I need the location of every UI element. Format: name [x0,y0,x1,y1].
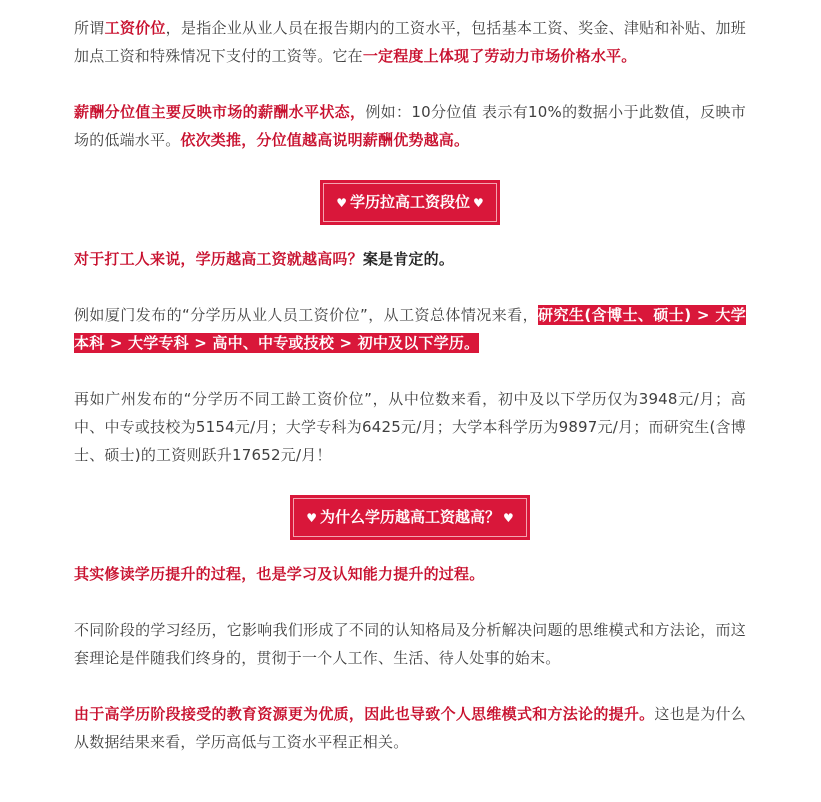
section-heading-label [290,495,530,540]
paragraph-cognition [74,616,746,672]
highlight-text: 一定程度上体现了劳动力市场价格水平。 [362,47,637,65]
paragraph-learning [74,560,746,588]
section-heading-2 [74,495,746,540]
paragraph-question [74,245,746,273]
highlight-text: 依次类推，分位值越高说明薪酬优势越高。 [180,131,470,149]
heart-icon: ♥ [503,511,514,525]
highlight-text: 工资价位 [104,19,166,37]
paragraph-xiamen [74,301,746,357]
heart-icon: ♥ [336,196,347,210]
text: 例如厦门发布的“分学历从业人员工资价位”，从工资总体情况来看， [74,306,539,324]
highlight-text: 由于高学历阶段接受的教育资源更为优质，因此也导致个人思维模式和方法论的提升。 [74,705,655,723]
highlight-text: 薪酬分位值主要反映市场的薪酬水平状态， [74,103,366,121]
text: 不同阶段的学习经历，它影响我们形成了不同的认知格局及分析解决问题的思维模式和方法论，而这套理论是伴随我们终身的，贯彻于一个人工作、生活、待人处事的始末。 [74,621,746,667]
answer-text: 案是肯定的。 [362,250,455,268]
heart-icon: ♥ [306,511,317,525]
text: 例如：10分位值 表示有10%的数据小于此数值，反映市场的低端水平。 [74,103,746,149]
heading-text: 学历拉高工资段位 [349,193,470,211]
text: 再如广州发布的“分学历不同工龄工资价位”，从中位数来看，初中及以下学历仅为3948元/月；高中、中专或技校为5154元/月；大学专科为6425元/月；大学本科学历为9897元/月；而研究生(含博士、硕士)的工资则跃升17652元/月！ [74,390,746,464]
highlight-text: 其实修读学历提升的过程，也是学习及认知能力提升的过程。 [74,565,485,583]
text: 所谓 [74,19,105,37]
highlight-text: 对于打工人来说，学历越高工资就越高吗？ [74,250,363,268]
paragraph-wage-definition [74,14,746,70]
heart-icon: ♥ [473,196,484,210]
section-heading-label [320,180,500,225]
paragraph-percentile [74,98,746,154]
paragraph-conclusion [74,700,746,756]
article-body [74,14,746,756]
text: ，是指企业从业人员在报告期内的工资水平，包括基本工资、奖金、津贴和补贴、加班加点工资和特殊情况下支付的工资等。它在 [74,19,747,65]
text: 这也是为什么从数据结果来看，学历高低与工资水平程正相关。 [74,705,746,751]
heading-text: 为什么学历越高工资越高？ [319,508,500,526]
paragraph-guangzhou [74,385,746,469]
section-heading-1 [74,180,746,225]
highlight-ranking: 研究生(含博士、硕士) > 大学本科 > 大学专科 > 高中、中专或技校 > 初中及以下学历。 [74,306,746,352]
